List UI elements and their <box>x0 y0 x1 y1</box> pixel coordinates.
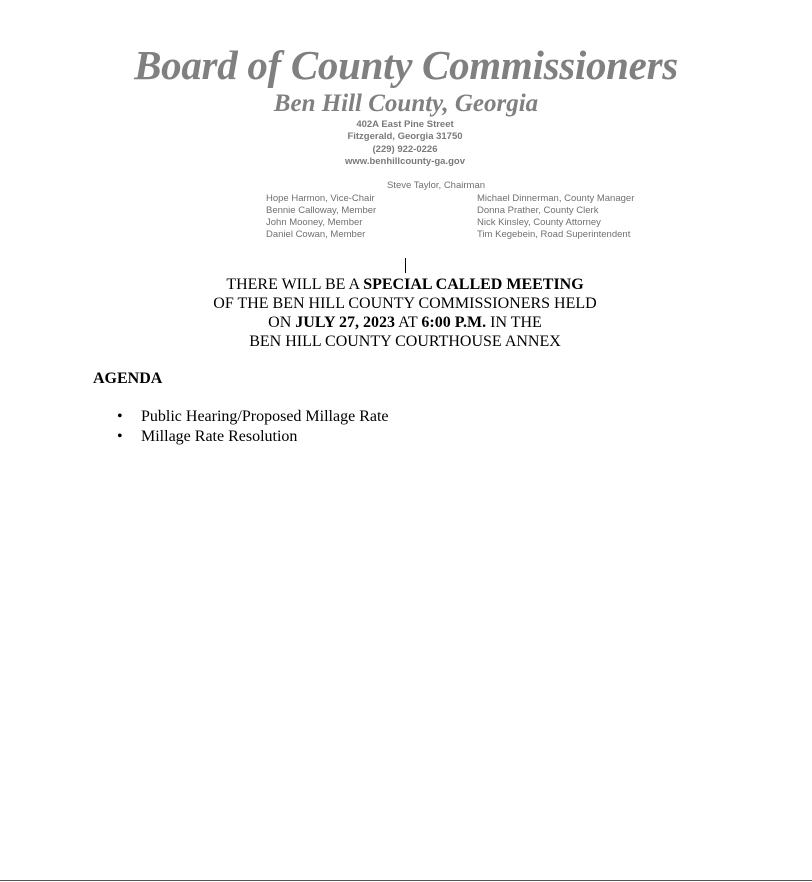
official-entry: Nick Kinsley, County Attorney <box>477 217 601 229</box>
agenda-list <box>117 407 389 447</box>
meeting-notice <box>0 275 810 351</box>
agenda-item <box>117 427 389 447</box>
chairman-name: Steve Taylor, Chairman <box>386 180 486 191</box>
city-state-zip: Fitzgerald, Georgia 31750 <box>347 131 463 143</box>
agenda-item <box>117 407 389 427</box>
official-entry: Tim Kegebein, Road Superintendent <box>477 229 631 241</box>
notice-text: ON <box>268 314 296 331</box>
agenda-item-text: Millage Rate Resolution <box>141 428 298 445</box>
address-block <box>0 119 810 168</box>
official-entry: Bennie Calloway, Member <box>266 205 377 217</box>
notice-text: THERE WILL BE A <box>226 276 364 293</box>
phone-number: (229) 922-0226 <box>372 143 438 155</box>
official-entry: Michael Dinnerman, County Manager <box>477 193 635 204</box>
commissioners-column <box>266 193 376 241</box>
notice-line-3 <box>0 313 810 332</box>
text-cursor <box>405 258 406 273</box>
page-bottom-edge <box>0 880 812 881</box>
bullet-icon: • <box>117 408 123 425</box>
agenda-item-text: Public Hearing/Proposed Millage Rate <box>141 408 389 425</box>
organization-title: Board of County Commissioners <box>134 42 678 88</box>
website-url: www.benhillcounty-ga.gov <box>345 155 465 167</box>
notice-line-4: BEN HILL COUNTY COURTHOUSE ANNEX <box>249 333 561 350</box>
street-address: 402A East Pine Street <box>356 119 454 130</box>
official-entry: Donna Prather, County Clerk <box>477 205 599 217</box>
agenda-heading: AGENDA <box>93 370 163 387</box>
official-entry: John Mooney, Member <box>266 217 363 229</box>
meeting-date: JULY 27, 2023 <box>295 314 395 331</box>
county-subtitle: Ben Hill County, Georgia <box>273 90 539 117</box>
meeting-type: SPECIAL CALLED MEETING <box>363 276 584 293</box>
notice-text: AT <box>395 314 422 331</box>
official-entry: Daniel Cowan, Member <box>266 229 366 241</box>
official-entry: Hope Harmon, Vice-Chair <box>266 193 375 204</box>
notice-line-1 <box>0 275 810 294</box>
staff-column <box>477 193 634 241</box>
notice-line-2: OF THE BEN HILL COUNTY COMMISSIONERS HELD <box>213 295 597 312</box>
notice-text: IN THE <box>486 314 542 331</box>
meeting-time: 6:00 P.M. <box>421 314 487 331</box>
bullet-icon: • <box>117 428 123 445</box>
